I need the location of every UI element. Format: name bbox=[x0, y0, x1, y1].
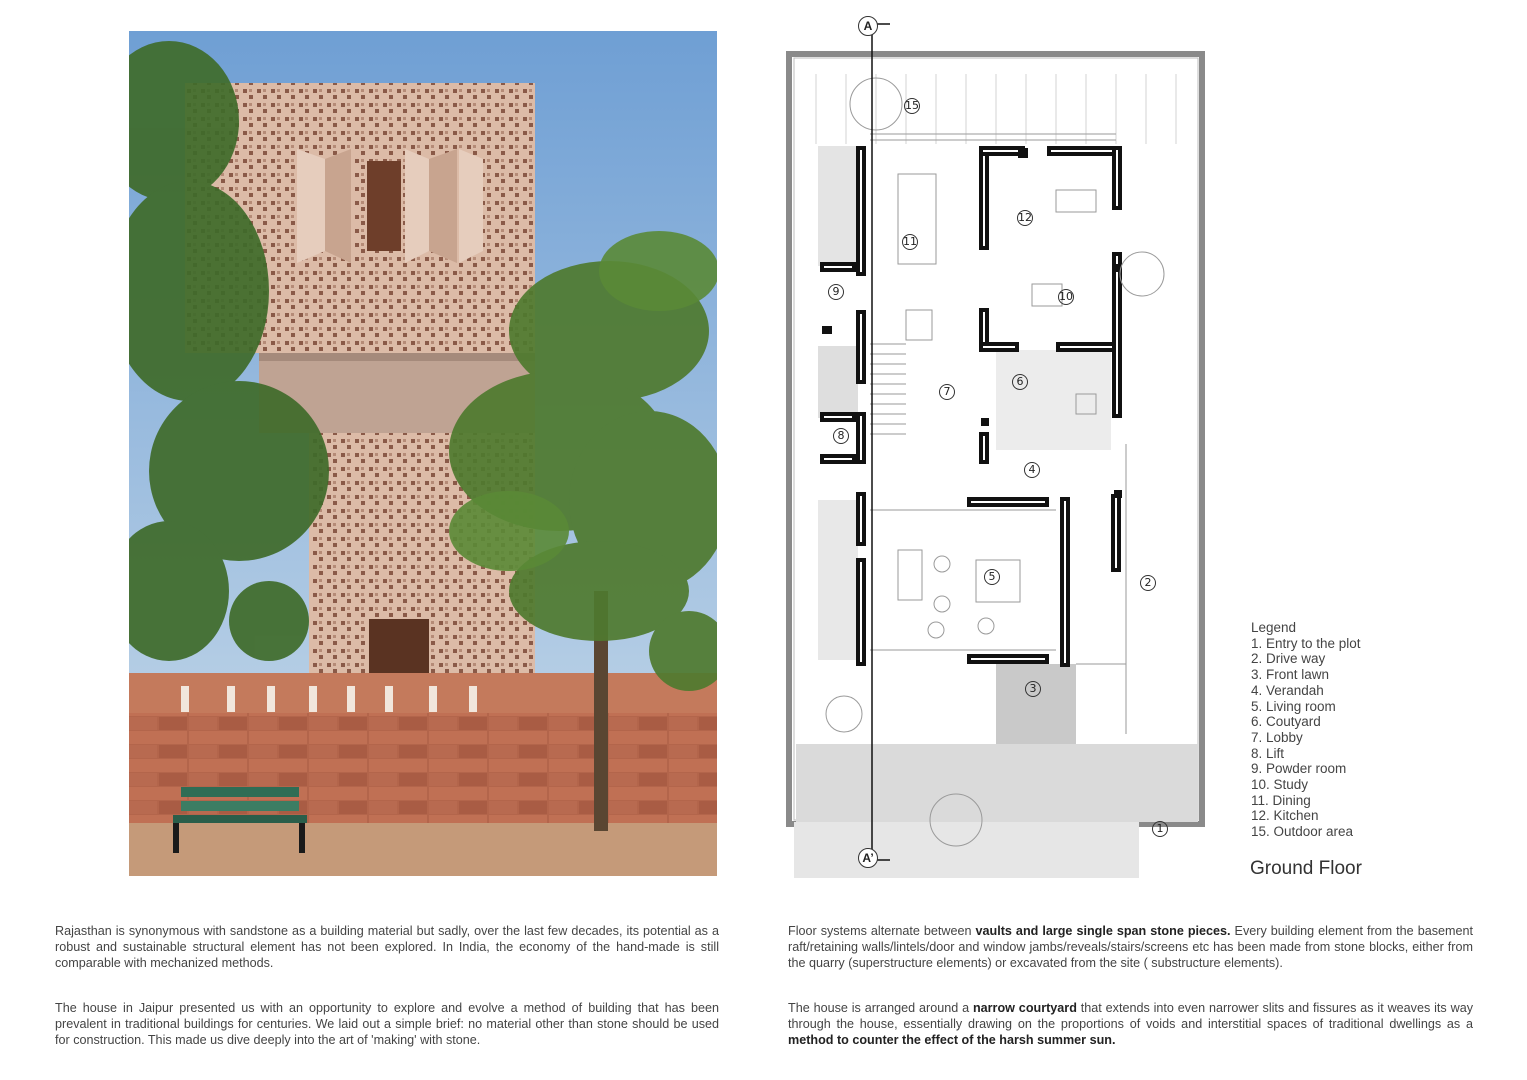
detail-paragraph-1 bbox=[788, 924, 1473, 971]
emphasis-text: vaults and large single span stone pieces. bbox=[975, 924, 1231, 938]
legend-item: 15. Outdoor area bbox=[1251, 824, 1354, 840]
room-label-verandah: 4 bbox=[1024, 462, 1040, 478]
legend-item: 7. Lobby bbox=[1251, 729, 1303, 745]
legend-title: Legend bbox=[1251, 620, 1297, 635]
room-label-front-lawn: 3 bbox=[1025, 681, 1041, 697]
text-segment: Every building element from the basement raft/retaining walls/lintels/door and window jambs/reveals/stairs/screens etc has been made from stone blocks, either from the quarry (superstructure elements) or excavated from the site ( substructure elements). bbox=[788, 924, 1473, 970]
section-marker-a: A bbox=[858, 16, 878, 36]
legend-item: 12. Kitchen bbox=[1251, 808, 1319, 824]
emphasis-text: narrow courtyard bbox=[972, 1001, 1077, 1016]
intro-text-column bbox=[55, 924, 719, 1049]
legend-item: 11. Dining bbox=[1251, 792, 1311, 808]
ground-floor-plan bbox=[786, 14, 1222, 880]
intro-paragraph-1: Rajasthan is synonymous with sandstone as a building material but sadly, over the last few decades, its potential as a robust and sustainable structural element has not been explored. In India, the economy of the hand-made is still comparable with mechanized methods. bbox=[55, 924, 719, 970]
room-label-lift: 8 bbox=[833, 428, 849, 444]
legend-item: 3. Front lawn bbox=[1251, 667, 1330, 683]
plan-legend bbox=[1251, 620, 1421, 840]
legend-item: 2. Drive way bbox=[1251, 651, 1326, 667]
detail-text-column bbox=[788, 924, 1473, 1049]
floor-title: Ground Floor bbox=[1250, 858, 1362, 879]
room-label-lobby: 7 bbox=[939, 384, 955, 400]
room-label-powder-room: 9 bbox=[828, 284, 844, 300]
intro-paragraph-2: The house in Jaipur presented us with an opportunity to explore and evolve a method of building that has been prevalent in traditional buildings for centuries. We laid out a simple brief: no material other than stone should be used for construction. This made us dive deeply into the art of 'making' with stone. bbox=[55, 1001, 719, 1047]
room-label-study: 10 bbox=[1059, 290, 1073, 303]
room-label-outdoor-area: 15 bbox=[905, 99, 919, 112]
legend-item: 5. Living room bbox=[1251, 698, 1336, 714]
legend-item: 9. Powder room bbox=[1251, 761, 1347, 777]
room-label-drive-way: 2 bbox=[1140, 575, 1156, 591]
facade-photo-illustration bbox=[129, 31, 717, 876]
legend-item: 4. Verandah bbox=[1251, 682, 1324, 698]
text-segment: that extends into even narrower slits and fissures as it weaves its way through the house, essentially drawing on the proportions of voids and interstitial spaces of traditional dwellings as a bbox=[788, 1001, 1473, 1032]
room-label-living-room: 5 bbox=[984, 569, 1000, 585]
legend-list bbox=[1251, 636, 1421, 840]
legend-item: 10. Study bbox=[1251, 777, 1309, 793]
section-marker-a-prime: A’ bbox=[858, 848, 878, 868]
room-label-kitchen: 12 bbox=[1018, 211, 1032, 224]
detail-paragraph-2 bbox=[788, 1001, 1473, 1048]
legend-item: 1. Entry to the plot bbox=[1251, 635, 1361, 651]
legend-item: 8. Lift bbox=[1251, 745, 1285, 761]
floor-plan-drawing bbox=[786, 14, 1222, 880]
text-segment: Floor systems alternate between bbox=[788, 924, 976, 938]
room-label-courtyard: 6 bbox=[1012, 374, 1028, 390]
room-label-entry: 1 bbox=[1152, 821, 1168, 837]
room-label-dining: 11 bbox=[903, 235, 917, 248]
text-segment: The house is arranged around a bbox=[788, 1001, 973, 1016]
emphasis-text: method to counter the effect of the harsh summer sun. bbox=[788, 1032, 1116, 1047]
facade-photo bbox=[129, 31, 717, 876]
legend-item: 6. Coutyard bbox=[1251, 714, 1321, 730]
